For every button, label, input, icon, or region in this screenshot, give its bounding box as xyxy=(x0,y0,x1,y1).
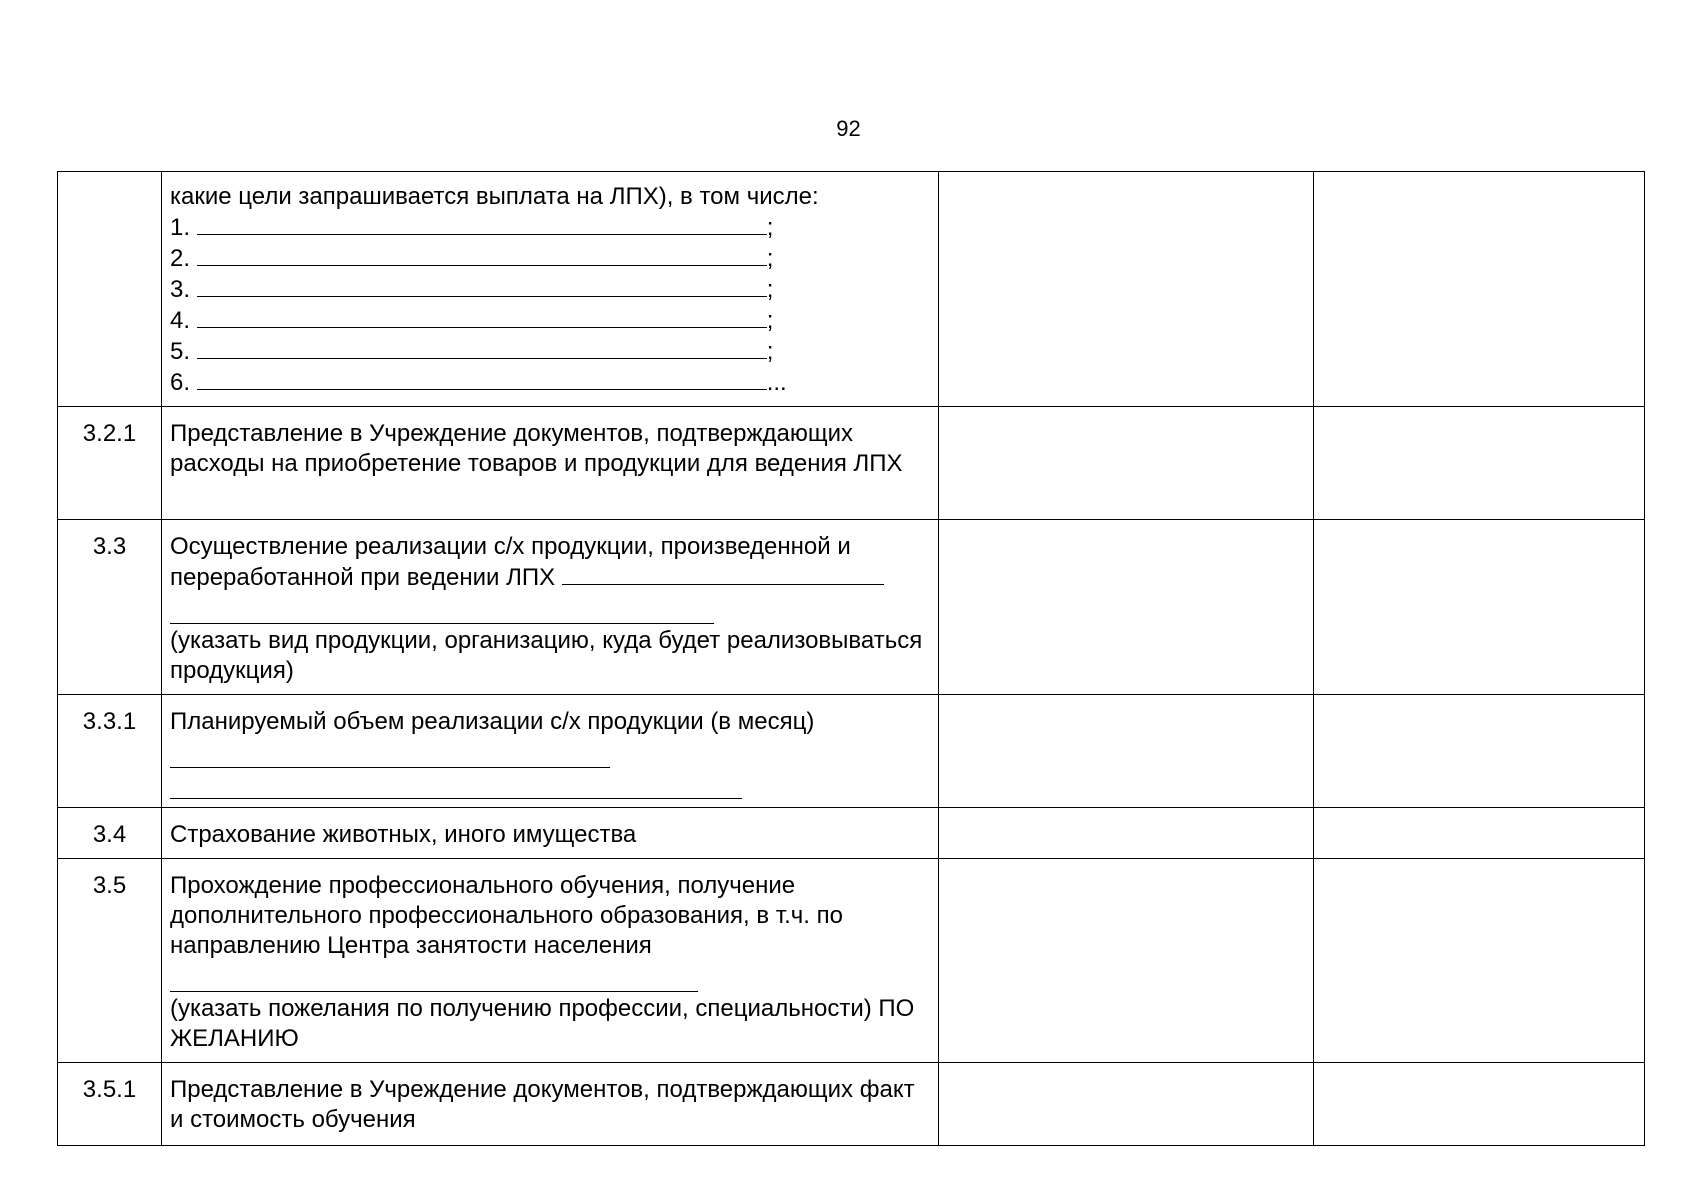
table-row-continuation xyxy=(58,172,1645,407)
value-cell xyxy=(939,859,1314,1063)
continuation-intro: какие цели запрашивается выплата на ЛПХ), в том числе: xyxy=(170,183,819,210)
row-description: Планируемый объем реализации с/х продукции (в месяц) xyxy=(162,695,939,808)
row-number: 3.4 xyxy=(58,808,162,859)
fill-in-line xyxy=(170,737,610,768)
row-description: Представление в Учреждение документов, подтверждающих расходы на приобретение товаров и продукции для ведения ЛПХ xyxy=(162,407,939,520)
row-description: Представление в Учреждение документов, подтверждающих факт и стоимость обучения xyxy=(162,1063,939,1146)
row-hint: (указать пожелания по получению профессии, специальности) ПО ЖЕЛАНИЮ xyxy=(170,995,915,1052)
note-cell xyxy=(1314,808,1645,859)
value-cell xyxy=(939,172,1314,407)
row-description: Страхование животных, иного имущества xyxy=(162,808,939,859)
note-cell xyxy=(1314,172,1645,407)
note-cell xyxy=(1314,407,1645,520)
table-row-3-4 xyxy=(58,808,1645,859)
list-item-1: 1. ; xyxy=(170,214,774,241)
row-number: 3.3 xyxy=(58,520,162,695)
description-cell xyxy=(162,172,939,407)
note-cell xyxy=(1314,695,1645,808)
note-cell xyxy=(1314,520,1645,695)
value-cell xyxy=(939,407,1314,520)
row-number: 3.5 xyxy=(58,859,162,1063)
value-cell xyxy=(939,1063,1314,1146)
table-row-3-5 xyxy=(58,859,1645,1063)
value-cell xyxy=(939,808,1314,859)
row-description: Прохождение профессионального обучения, получение дополнительного профессионального образования, в т.ч. по направлению Центра занятости населения (указать пожелания по получению профессии, специальности) ПО ЖЕЛАНИЮ xyxy=(162,859,939,1063)
list-item-3: 3. ; xyxy=(170,276,774,303)
row-hint: (указать вид продукции, организацию, куда будет реализовываться продукция) xyxy=(170,627,923,684)
table-row-3-3-1 xyxy=(58,695,1645,808)
row-number: 3.3.1 xyxy=(58,695,162,808)
list-item-6: 6. ... xyxy=(170,369,787,396)
fill-in-line xyxy=(170,768,742,799)
table-row-3-2-1 xyxy=(58,407,1645,520)
list-item-4: 4. ; xyxy=(170,307,774,334)
row-number: 3.5.1 xyxy=(58,1063,162,1146)
row-description: Осуществление реализации с/х продукции, произведенной и переработанной при ведении ЛПХ (указать вид продукции, организацию, куда будет реализовываться продукция) xyxy=(162,520,939,695)
note-cell xyxy=(1314,1063,1645,1146)
fill-in-line xyxy=(170,593,714,624)
list-item-2: 2. ; xyxy=(170,245,774,272)
note-cell xyxy=(1314,859,1645,1063)
table-row-3-5-1 xyxy=(58,1063,1645,1146)
page-number: 92 xyxy=(836,116,861,141)
row-number: 3.2.1 xyxy=(58,407,162,520)
fill-in-line xyxy=(170,961,698,992)
row-number-cell xyxy=(58,172,162,407)
list-item-5: 5. ; xyxy=(170,338,774,365)
table-row-3-3 xyxy=(58,520,1645,695)
document-table xyxy=(57,171,1645,1146)
value-cell xyxy=(939,520,1314,695)
value-cell xyxy=(939,695,1314,808)
